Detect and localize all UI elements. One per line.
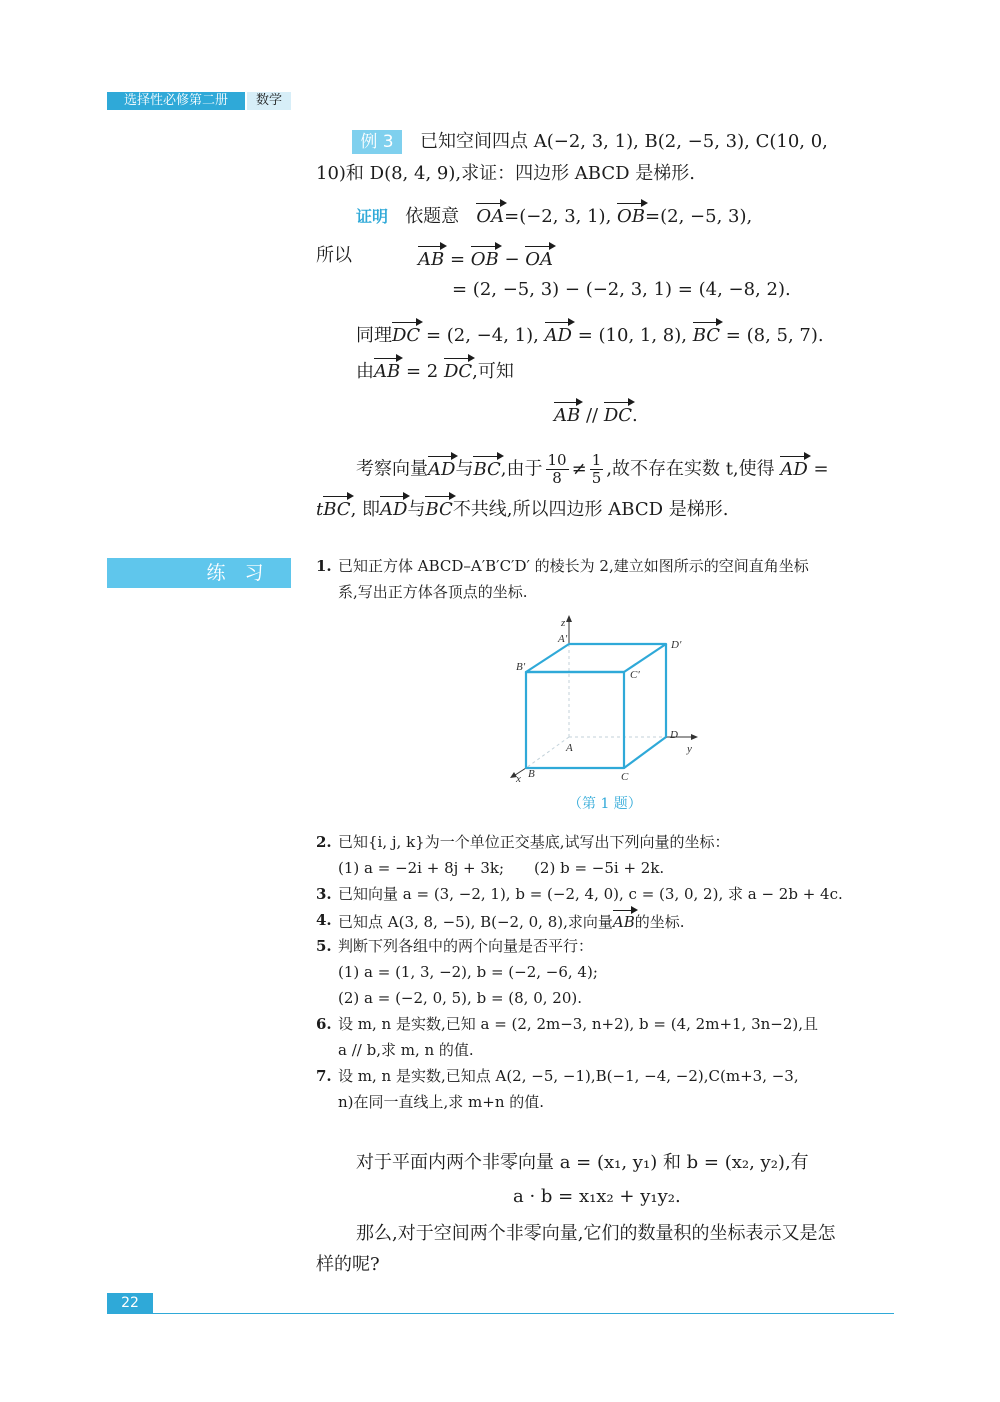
q4-text-a: 已知点 A(3, 8, −5), B(−2, 0, 8),求向量 (338, 913, 613, 931)
ab-equation-1 (418, 244, 553, 272)
bc-value: = (8, 5, 7). (720, 325, 824, 346)
vector-ab: AB (613, 908, 635, 932)
last-a: , 即 (350, 499, 381, 520)
similar-label: 同理 (356, 325, 392, 346)
footer-rule (107, 1313, 894, 1314)
by-line (356, 356, 514, 384)
q2-line2: (1) a = −2i + 8j + 3k; (2) b = −5i + 2k. (338, 859, 665, 877)
q3-number: 3. (316, 885, 332, 903)
q1-line1: 已知正方体 ABCD–A′B′C′D′ 的棱长为 2,建立如图所示的空间直角坐标 (338, 557, 809, 575)
vector-ob: OB (471, 244, 499, 272)
q4-number: 4. (316, 911, 332, 929)
parallel-symbol: // (580, 405, 604, 426)
vector-bc: BC (323, 494, 350, 522)
vector-ab: AB (418, 244, 444, 272)
consider-a: 考察向量 (356, 458, 428, 480)
vertex-d: D (670, 729, 678, 741)
vector-dc: DC (444, 356, 472, 384)
by-mid: = 2 (400, 361, 444, 382)
hidden-edges (526, 644, 666, 768)
q5-line3: (2) a = (−2, 0, 5), b = (8, 0, 20). (338, 989, 582, 1007)
header-subject: 数学 (255, 93, 282, 108)
practice-label: 练 习 (206, 562, 264, 584)
vertex-d-prime: D′ (671, 639, 682, 651)
consider-c: ,由于 (500, 458, 543, 480)
page-number: 22 (121, 1295, 139, 1311)
q7-line1: 设 m, n 是实数,已知点 A(2, −5, −1),B(−1, −4, −2),C(m+3, −3, (338, 1067, 799, 1085)
parallel-statement (554, 400, 638, 428)
vector-ad: AD (380, 494, 407, 522)
ab-eq-sign: = (449, 249, 471, 270)
axis-z-label: z (561, 617, 566, 629)
vector-oa: OA (476, 201, 504, 229)
vector-oa: OA (525, 244, 553, 272)
q3-line1: 已知向量 a = (3, −2, 1), b = (−2, 4, 0), c = (3, 0, 2), 求 a − 2b + 4c. (338, 885, 843, 903)
vector-ad: AD (428, 454, 455, 482)
consider-line (356, 452, 829, 487)
closing-line1: 对于平面内两个非零向量 a = (x₁, y₁) 和 b = (x₂, y₂),有 (356, 1152, 809, 1173)
q4-line1 (338, 908, 685, 932)
q1-line2: 系,写出正方体各顶点的坐标. (338, 583, 528, 601)
dc-value: = (2, −4, 1), (420, 325, 545, 346)
neq-sign: ≠ (571, 458, 587, 480)
consider-b: 与 (455, 458, 474, 480)
proof-intro: 依题意 (405, 206, 460, 227)
fraction-10-8: $\frac{10}{8}$ (547, 451, 567, 487)
vertex-b-prime: B′ (516, 661, 526, 673)
ob-value: =(2, −5, 3), (645, 206, 753, 227)
fraction-1-5: $\frac{1}{5}$ (591, 451, 602, 487)
vertex-a-prime: A′ (558, 633, 568, 645)
conclusion-line (316, 494, 728, 522)
vector-bc: BC (425, 494, 452, 522)
scalar-t: t (316, 499, 324, 520)
q6-line1: 设 m, n 是实数,已知 a = (2, 2m−3, n+2), b = (4, 2m+1, 3n−2),且 (338, 1015, 819, 1033)
vector-dc: DC (392, 320, 420, 348)
axes (512, 618, 695, 777)
axis-x-label: x (516, 773, 521, 785)
vertex-c-prime: C′ (630, 669, 640, 681)
q2-line1: 已知{i, j, k}为一个单位正交基底,试写出下列向量的坐标： (338, 833, 730, 851)
last-b: 与 (407, 499, 426, 520)
visible-edges (526, 644, 666, 768)
vertex-c: C (621, 771, 629, 783)
closing-line4: 样的呢? (316, 1254, 380, 1275)
so-label: 所以 (316, 245, 352, 266)
vertex-b: B (528, 768, 535, 780)
oa-value: =(−2, 3, 1), (504, 206, 612, 227)
q5-number: 5. (316, 937, 332, 955)
example-tag: 例 3 (360, 132, 394, 152)
header-book-title: 选择性必修第二册 (123, 93, 228, 108)
proof-line (356, 201, 752, 229)
axis-y-label: y (687, 743, 692, 755)
vector-dc: DC (604, 400, 632, 428)
q1-number: 1. (316, 557, 332, 575)
q4-text-b: 的坐标. (634, 913, 685, 931)
proof-label: 证明 (356, 207, 389, 226)
figure-caption: （第 1 题） (568, 796, 642, 812)
by-label: 由 (356, 361, 374, 382)
ab-equation-2: = (2, −5, 3) − (−2, 3, 1) = (4, −8, 2). (452, 279, 791, 300)
vertex-a: A (566, 742, 573, 754)
q6-line2: a // b,求 m, n 的值. (338, 1041, 474, 1059)
cube-figure (500, 612, 720, 792)
parallel-period: . (632, 405, 638, 426)
similar-line (356, 320, 824, 348)
example-statement-line1: 已知空间四点 A(−2, 3, 1), B(2, −5, 3), C(10, 0, (420, 131, 828, 152)
ab-minus: − (498, 249, 526, 270)
consider-eq: = (807, 458, 829, 480)
vector-ab: AB (554, 400, 580, 428)
q6-number: 6. (316, 1015, 332, 1033)
closing-line2: a · b = x₁x₂ + y₁y₂. (513, 1186, 681, 1207)
vector-bc: BC (693, 320, 720, 348)
closing-line3: 那么,对于空间两个非零向量,它们的数量积的坐标表示又是怎 (356, 1223, 836, 1244)
last-c: 不共线,所以四边形 ABCD 是梯形. (452, 499, 729, 520)
q2-number: 2. (316, 833, 332, 851)
q5-line1: 判断下列各组中的两个向量是否平行： (338, 937, 594, 955)
q7-line2: n)在同一直线上,求 m+n 的值. (338, 1093, 545, 1111)
vector-ab: AB (374, 356, 400, 384)
vector-ad: AD (780, 454, 807, 482)
vector-bc: BC (473, 454, 500, 482)
example-statement-line2: 10)和 D(8, 4, 9),求证：四边形 ABCD 是梯形. (316, 163, 696, 184)
ad-value: = (10, 1, 8), (572, 325, 693, 346)
q7-number: 7. (316, 1067, 332, 1085)
vector-ad: AD (545, 320, 572, 348)
by-end: ,可知 (472, 361, 514, 382)
vector-ob: OB (617, 201, 645, 229)
q5-line2: (1) a = (1, 3, −2), b = (−2, −6, 4); (338, 963, 598, 981)
consider-d: ,故不存在实数 t,使得 (606, 458, 775, 480)
